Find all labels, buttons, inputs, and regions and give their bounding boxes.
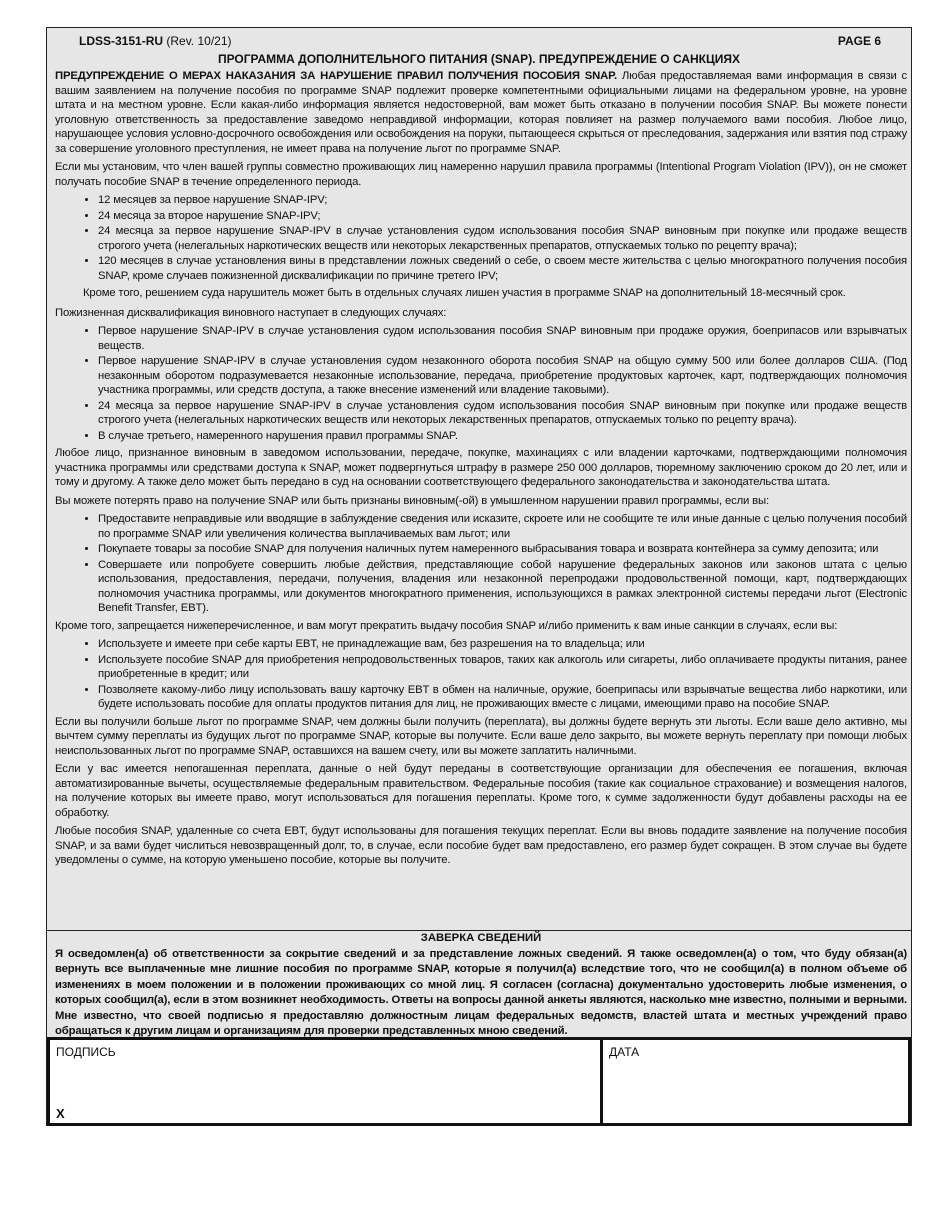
list-item: • Первое нарушение SNAP-IPV в случае установления судом незаконного оборота пособия SNAP на общую сумму 500 или более долларов США. (Под незаконным оборотом подразумевается незаконные использование, передача, приобретение продуктовых карточек, карт, подтверждающих полномочия участника программы, или средств доступа, а также внесение изменений или владение таковыми). bbox=[98, 354, 907, 398]
overpayment-paragraph: Если вы получили больше льгот по программе SNAP, чем должны были получить (переплата), вы должны будете вернуть эти льготы. Если ваше дело активно, мы вычтем сумму переплаты из будущих льгот по программе SNAP, которые вы получите. Если ваше дело закрыто, вы можете вернуть переплату при помощи любых неиспользованных льгот по программе SNAP, оставшихся на вашем счету, или вы можете заплатить наличными. bbox=[55, 715, 907, 757]
certification-text: Я осведомлен(а) об ответственности за сокрытие сведений и за представление ложных сведений. Я также осведомлен(а) о том, что буду обязан(а) вернуть все выплаченные мне лишние пособия по программе SNAP, которые я получил(а) вследствие того, что не сообщил(а) в полном объеме об изменениях в моем положении и в положении проживающих со мной лиц. Я согласен (согласна) документально удостоверить любые изменения, о которых сообщил(а), если в этом возникнет необходимость. Ответы на вопросы данной анкеты являются, насколько мне известно, полными и верными. Мне известно, что своей подписью я предоставляю должностным лицам федеральных ведомств, властей штата и местных учреждений право обращаться к другим лицам и организациям для проверки представленных мною сведений. bbox=[55, 947, 907, 1037]
list-item: • 120 месяцев в случае установления вины в представлении ложных сведений о себе, о своем месте жительства с целью многократного получения пособия SNAP, кроме случаев пожизненной дисквалификации по причине третего IPV; bbox=[98, 254, 907, 283]
ipv-intro: Если мы установим, что член вашей группы совместно проживающих лиц намеренно нарушил правила программы (Intentional Program Violation (IPV)), он не сможет получать пособие SNAP в течение определенного периода. bbox=[55, 161, 907, 188]
unpaid-overpayment-paragraph: Если у вас имеется непогашенная переплата, данные о ней будут переданы в соответствующие организации для обеспечения ее погашения, включая автоматизированные вычеты, осуществляемые федеральным правительством. Федеральные пособия (такие как социальное страхование) и возмещения налогов, на получение которых вы имеете право, могут использоваться для погашения переплаты. Кроме того, к сумме задолженности будут добавлены расходы на ее обработку. bbox=[55, 763, 907, 819]
ipv-list bbox=[55, 193, 907, 283]
signature-x-mark: X bbox=[56, 1106, 65, 1121]
fine-paragraph: Любое лицо, признанное виновным в заведомом использовании, передаче, покупке, махинациях с или владении карточками, подтверждающими полномочия участника программы или средствами доступа к SNAP, может подвергнуться штрафу в размере 250 000 долларов, тюремному заключению сроком до 20 лет, или и тому и другому. А также дело может быть передано в суд на основании соответствующего федерального законодательства и законодательства штата. bbox=[55, 447, 907, 488]
form-content bbox=[47, 69, 911, 868]
date-field[interactable] bbox=[603, 1040, 908, 1123]
list-item: • 12 месяцев за первое нарушение SNAP-IPV; bbox=[98, 193, 907, 208]
list-item: • Первое нарушение SNAP-IPV в случае установления судом использования пособия SNAP виновным при продаже оружия, боеприпасов или взрывчатых веществ. bbox=[98, 324, 907, 353]
page-title: ПРОГРАММА ДОПОЛНИТЕЛЬНОГО ПИТАНИЯ (SNAP). ПРЕДУПРЕЖДЕНИЕ О САНКЦИЯХ bbox=[217, 52, 741, 66]
lose-intro: Вы можете потерять право на получение SNAP или быть признаны виновным(-ой) в умышленном нарушении правил программы, если вы: bbox=[55, 494, 769, 507]
list-item: • 24 месяца за второе нарушение SNAP-IPV; bbox=[98, 209, 907, 224]
list-item: • Совершаете или попробуете совершить любые действия, представляющие собой нарушение федеральных законов или законов штата с целью использования, предоставления, передачи, получения, владения или незаконной перепродажи продовольственной помощи, карт, подтверждающих полномочия участника программы, или документов многократного применения, использующихся в рамках электронной системы передачи льгот (Electronic Benefit Transfer, EBT). bbox=[98, 558, 907, 616]
list-item: • Используете пособие SNAP для приобретения непродовольственных товаров, таких как алкоголь или сигареты, либо оплачиваете продукты питания, ранее приобретенные в кредит; или bbox=[98, 653, 907, 682]
lose-list bbox=[55, 512, 907, 616]
list-item: • Покупаете товары за пособие SNAP для получения наличных путем намеренного выбрасывания товара и возврата контейнера за сумму депозита; или bbox=[98, 542, 907, 557]
signature-box bbox=[47, 1037, 911, 1126]
signature-label: ПОДПИСЬ bbox=[56, 1045, 116, 1059]
form-header bbox=[47, 28, 911, 48]
form-id: LDSS-3151-RU bbox=[79, 34, 164, 48]
list-item: • Используете и имеете при себе карты EBT, не принадлежащие вам, без разрешения на то владельца; или bbox=[98, 637, 907, 652]
prohibited-list bbox=[55, 637, 907, 712]
signature-field[interactable] bbox=[50, 1040, 603, 1123]
warning-lead: ПРЕДУПРЕЖДЕНИЕ О МЕРАХ НАКАЗАНИЯ ЗА НАРУШЕНИЕ ПРАВИЛ ПОЛУЧЕНИЯ ПОСОБИЯ SNAP. bbox=[55, 70, 618, 82]
form-page bbox=[46, 27, 912, 1126]
ipv-after: Кроме того, решением суда нарушитель может быть в отдельных случаях лишен участия в программе SNAP на дополнительный 18-месячный срок. bbox=[83, 287, 846, 299]
list-item: • 24 месяца за первое нарушение SNAP-IPV в случае установления судом использования пособия SNAP виновным при покупке или продаже веществ строгого учета (нелегальных наркотических веществ или некоторых лекарственных препаратов, отпускаемых только по рецепту врача); bbox=[98, 224, 907, 253]
certification-title: ЗАВЕРКА СВЕДЕНИЙ bbox=[420, 932, 542, 944]
list-item: • Предоставите неправдивые или вводящие в заблуждение сведения или исказите, скроете или не сообщите те или иные данные с целью получения пособий по программе SNAP или увеличения количества выплачиваемых вам льгот; или bbox=[98, 512, 907, 541]
page-number: PAGE 6 bbox=[837, 34, 881, 48]
list-item: • Позволяете какому-либо лицу использовать вашу карточку EBT в обмен на наличные, оружие, боеприпасы или взрывчатые вещества либо наркотики, или будете использовать пособие для оплаты продуктов питания для лиц, не проживающих вместе с лицами, имеющими право на пособие SNAP. bbox=[98, 683, 907, 712]
warning-text: Любая предоставляемая вами информация в связи с вашим заявлением на получение пособия по программе SNAP подлежит проверке компетентными официальными лицами на федеральном уровне, на уровне штата и на местном уровне. Если какая-либо информация является недостоверной, вам может быть отказано в получении пособия SNAP. Вы можете понести уголовную ответственность за предоставление заведомо неправдивой информации, которая повлияет на размер получаемого вами пособия. Любое лицо, нарушающее условия условно-досрочного освобождения или освобождения на поруки, пытающееся скрыться от преследования, задержания или взятия под стражу за совершение уголовного преступления, не имеет права на получение льгот по программе SNAP. bbox=[55, 70, 908, 155]
warning-paragraph bbox=[55, 69, 907, 156]
date-label: ДАТА bbox=[609, 1045, 640, 1059]
list-item: • 24 месяца за первое нарушение SNAP-IPV в случае установления судом использования пособия SNAP виновным при покупке или продаже веществ строгого учета (нелегальных наркотических веществ или некоторых лекарственных препаратов, отпускаемых только по рецепту врача). bbox=[98, 399, 907, 428]
prohibited-intro: Кроме того, запрещается нижеперечисленное, и вам могут прекратить выдачу пособия SNAP и/либо применить к вам иные санкции в случаях, если вы: bbox=[55, 619, 838, 632]
lifetime-list bbox=[55, 324, 907, 443]
form-revision: (Rev. 10/21) bbox=[163, 34, 232, 48]
certification-section bbox=[47, 930, 911, 1040]
list-item: • В случае третьего, намеренного нарушения правил программы SNAP. bbox=[98, 429, 907, 444]
lifetime-intro: Пожизненная дисквалификация виновного наступает в следующих случаях: bbox=[55, 306, 447, 319]
ebt-removal-paragraph: Любые пособия SNAP, удаленные со счета EBT, будут использованы для погашения текущих переплат. Если вы вновь подадите заявление на получение пособия SNAP, и за вами будет числиться невозвращенный долг, то, в случае, если пособие будет вам предоставлено, его размер будет сокращен. В этом случае вы будете уведомлены о сумме, на которую уменьшено пособие, которые вы получите. bbox=[55, 825, 907, 866]
